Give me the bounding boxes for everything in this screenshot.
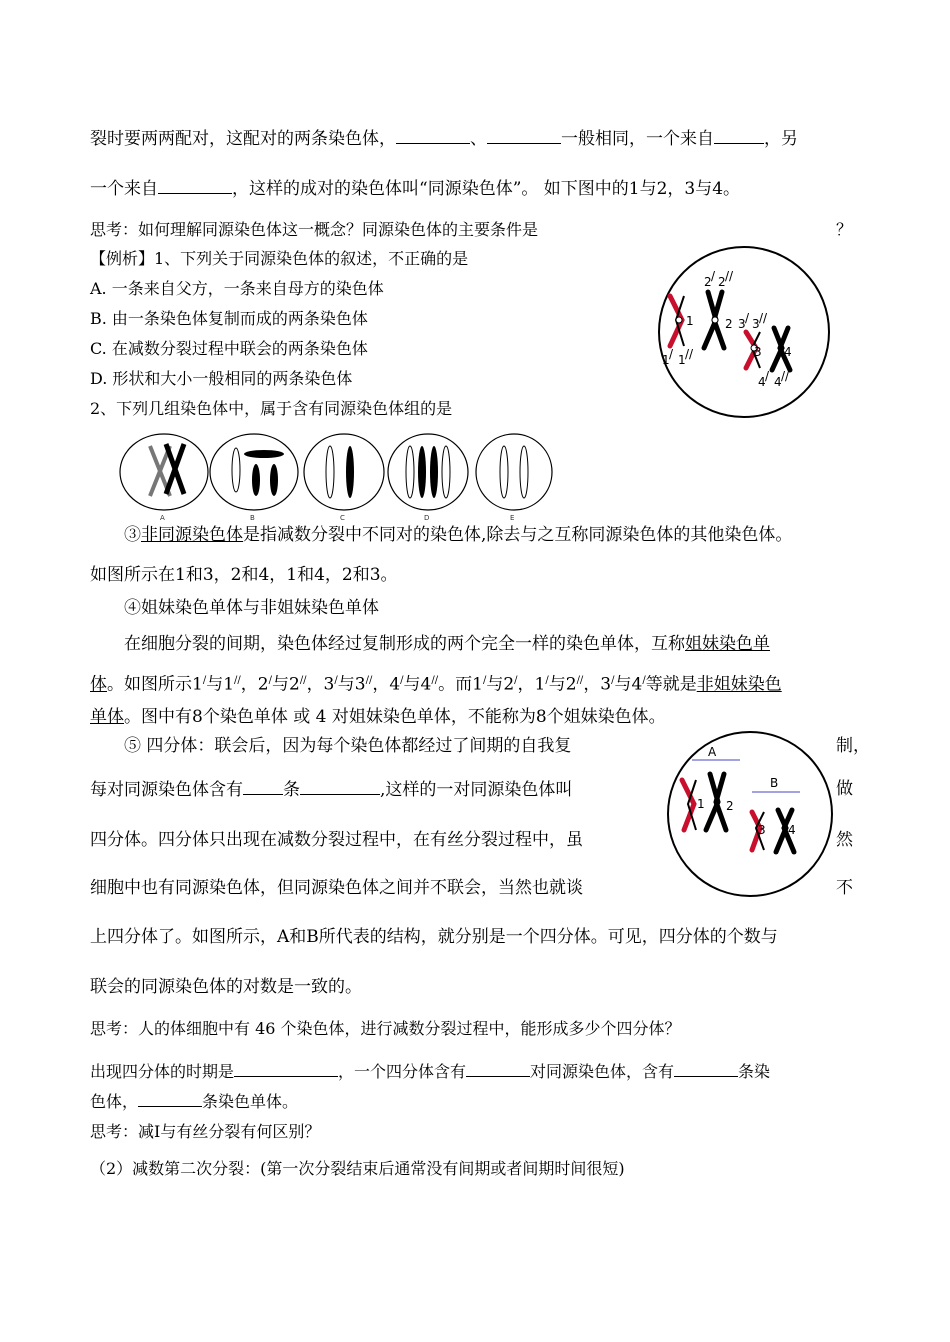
para-4b: 体。如图所示1/与1//，2/与2//，3/与3//，4/与4//。而1/与2/，1/与2//，3/与4/等就是非姐妹染色	[90, 674, 782, 695]
line-1: 裂时要两两配对，这配对的两条染色体， 、 一般相同，一个来自 ，另	[90, 129, 798, 149]
cell-e	[476, 434, 552, 522]
blank-1[interactable]	[396, 127, 470, 144]
example-1: 【例析】1、下列关于同源染色体的叙述，不正确的是	[90, 249, 469, 268]
para-5b: 每对同源染色体含有 条 ,这样的一对同源染色体叫	[90, 780, 573, 800]
svg-text:4: 4	[758, 375, 766, 389]
svg-text:1: 1	[697, 797, 705, 811]
svg-text:2: 2	[726, 799, 734, 813]
svg-text:/: /	[669, 347, 674, 361]
cell-d	[388, 434, 468, 522]
para-5b-r: 做	[836, 779, 853, 799]
para-5a-r: 制，	[836, 736, 870, 756]
svg-text:B: B	[250, 514, 255, 522]
para-5c: 四分体。四分体只出现在减数分裂过程中，在有丝分裂过程中，虽	[90, 830, 583, 850]
blank-5[interactable]	[243, 778, 283, 795]
svg-text:D: D	[424, 514, 430, 522]
svg-text:2: 2	[718, 275, 726, 289]
think-2: 思考：人的体细胞中有 46 个染色体，进行减数分裂过程中，能形成多少个四分体？	[90, 1019, 681, 1038]
cell-a	[120, 434, 208, 522]
cell-groups-figure	[118, 432, 558, 524]
chromosome-1	[670, 296, 684, 346]
blank-6[interactable]	[300, 778, 380, 795]
svg-text:2: 2	[704, 275, 712, 289]
line-2: 一个来自 ，这样的成对的染色体叫“同源染色体”。 如下图中的1与2，3与4。	[90, 179, 741, 199]
think-1-q: ？	[836, 220, 853, 239]
svg-text:/: /	[765, 369, 770, 383]
svg-text:3: 3	[738, 317, 746, 331]
label-2: 2	[725, 317, 733, 331]
para-5d: 细胞中也有同源染色体，但同源染色体之间并不联会，当然也就谈	[90, 878, 583, 898]
svg-text://: //	[781, 369, 790, 383]
think-3: 思考：减Ⅰ与有丝分裂有何区别？	[90, 1122, 321, 1141]
svg-text:C: C	[340, 514, 345, 522]
option-d: D. 形状和大小一般相同的两条染色体	[90, 369, 353, 388]
label-a: A	[708, 745, 717, 759]
tetrad-figure	[666, 730, 834, 898]
svg-text:1: 1	[662, 353, 670, 367]
think-1: 思考：如何理解同源染色体这一概念？同源染色体的主要条件是	[90, 220, 539, 239]
cell-c	[304, 434, 384, 522]
para-3: ③非同源染色体是指减数分裂中不同对的染色体,除去与之互称同源染色体的其他染色体。	[124, 525, 793, 545]
svg-text:3: 3	[758, 823, 766, 837]
para-5f: 联会的同源染色体的对数是一致的。	[90, 977, 362, 997]
para-5c-r: 然	[836, 830, 853, 850]
label-3: 3	[754, 345, 762, 359]
svg-text://: //	[725, 269, 734, 283]
svg-text:/: /	[745, 311, 750, 325]
blank-9[interactable]	[674, 1060, 738, 1077]
option-a: A. 一条来自父方，一条来自母方的染色体	[90, 279, 384, 298]
para-4-heading: ④姐妹染色单体与非姐妹染色单体	[124, 598, 379, 618]
label-1: 1	[686, 314, 694, 328]
svg-text://: //	[759, 311, 768, 325]
blank-2[interactable]	[487, 127, 561, 144]
svg-text:4: 4	[788, 823, 796, 837]
para-5d-r: 不	[836, 878, 853, 898]
para-5a: ⑤ 四分体：联会后，因为每个染色体都经过了间期的自我复	[124, 736, 572, 756]
blank-10[interactable]	[138, 1090, 202, 1107]
question-1: 出现四分体的时期是 ，一个四分体含有 对同源染色体，含有 条染	[90, 1062, 771, 1081]
section-2-heading: （2）减数第二次分裂：(第一次分裂结束后通常没有间期或者间期时间很短)	[90, 1159, 625, 1178]
example-2: 2、下列几组染色体中，属于含有同源染色体组的是	[90, 399, 453, 418]
svg-text:3: 3	[752, 317, 760, 331]
blank-3[interactable]	[714, 127, 764, 144]
cell-b	[210, 434, 298, 522]
term-non-homologous: 非同源染色体	[141, 525, 243, 545]
blank-8[interactable]	[466, 1060, 530, 1077]
svg-text:A: A	[160, 514, 165, 522]
svg-text://: //	[685, 347, 694, 361]
homologous-chromosome-figure	[648, 248, 848, 418]
para-4a: 在细胞分裂的间期，染色体经过复制形成的两个完全一样的染色单体，互称姐妹染色单	[124, 634, 770, 654]
blank-4[interactable]	[158, 177, 232, 194]
option-b: B. 由一条染色体复制而成的两条染色体	[90, 309, 368, 328]
blank-7[interactable]	[234, 1060, 338, 1077]
svg-text:/: /	[711, 269, 716, 283]
svg-text:1: 1	[678, 353, 686, 367]
svg-text:4: 4	[774, 375, 782, 389]
label-b: B	[770, 776, 779, 790]
question-2: 色体， 条染色单体。	[90, 1092, 299, 1111]
para-3b: 如图所示在1和3，2和4，1和4，2和3。	[90, 565, 398, 585]
label-4: 4	[784, 345, 792, 359]
svg-text:E: E	[510, 514, 515, 522]
chromosome-2	[704, 292, 724, 348]
para-4c: 单体。图中有8个染色单体 或 4 对姐妹染色单体，不能称为8个姐妹染色体。	[90, 707, 666, 727]
para-5e: 上四分体了。如图所示，A和B所代表的结构，就分别是一个四分体。可见，四分体的个数与	[90, 927, 778, 947]
option-c: C. 在减数分裂过程中联会的两条染色体	[90, 339, 368, 358]
